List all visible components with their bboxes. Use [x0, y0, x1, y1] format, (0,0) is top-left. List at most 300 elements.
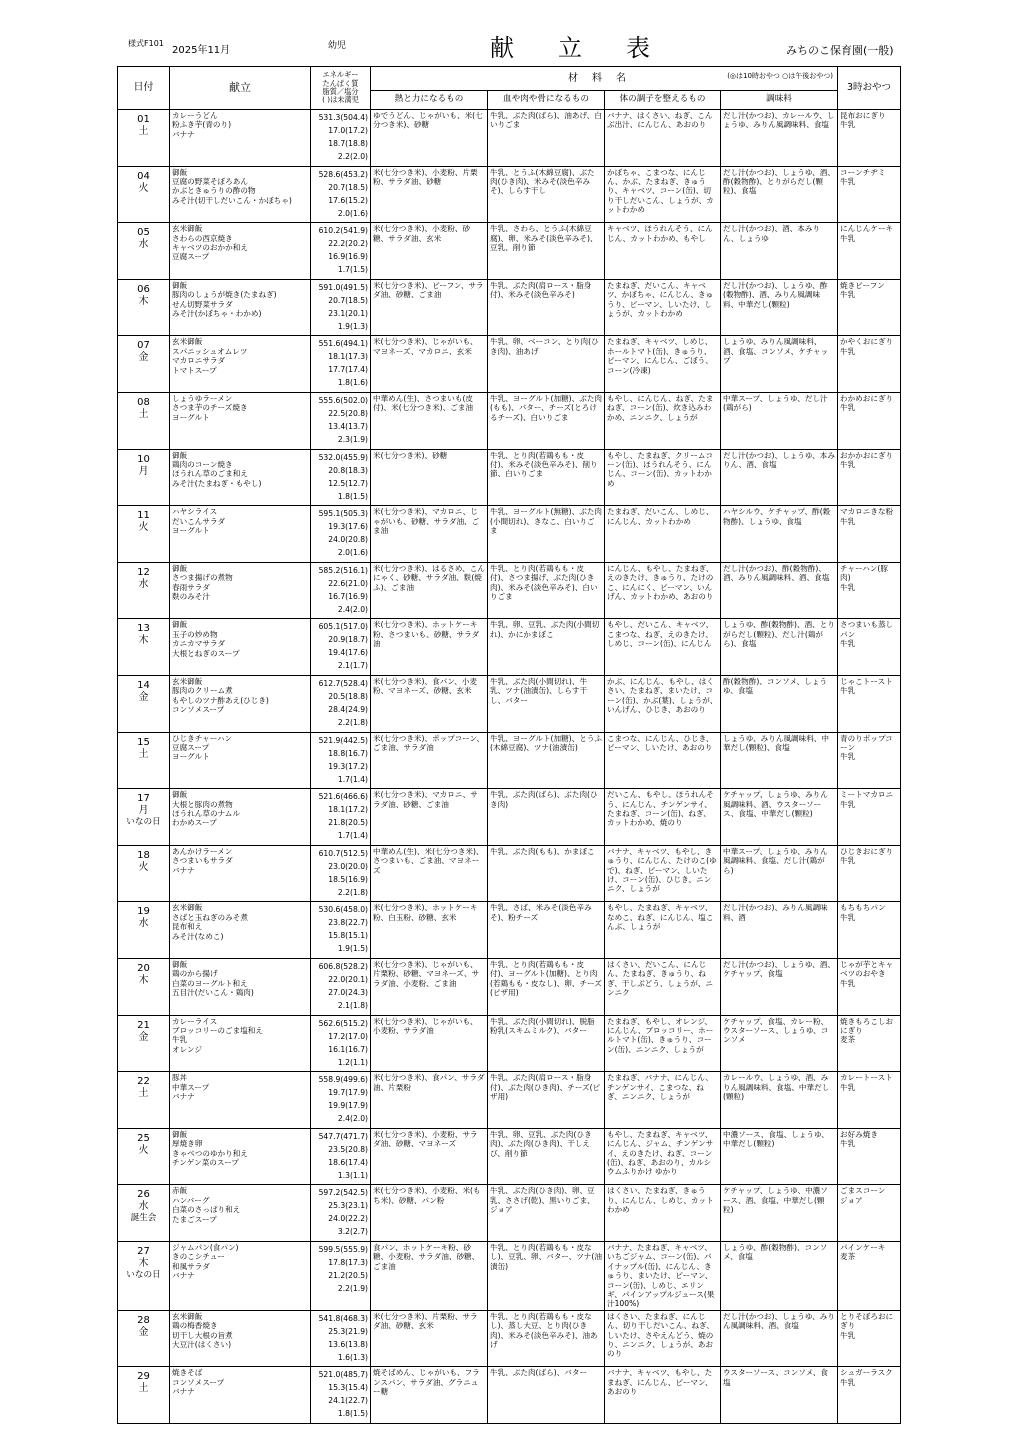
vegetable-foods-cell: もやし、だいこん、キャベツ、こまつな、ねぎ、えのきたけ、しめじ、コーン(缶)、にんじん — [605, 619, 721, 676]
menu-cell — [170, 279, 311, 336]
day-number: 06 — [137, 283, 150, 295]
table-row — [118, 1367, 901, 1424]
vegetable-foods-cell: たまねぎ、だいこん、キャベツ、かぼちゃ、にんじん、きゅうり、ピーマン、しいたけ、しょうが、カットわかめ — [605, 279, 721, 336]
snack-cell: シュガーラスク 牛乳 — [838, 1367, 901, 1424]
menu-item: 玄米御飯 — [172, 224, 203, 234]
nutrition-cell — [311, 902, 371, 959]
vegetable-foods-cell: バナナ、はくさい、ねぎ、こんぶ出汁、にんじん、あおのり — [605, 110, 721, 167]
nutrition-value: 20.9(18.7) — [328, 635, 368, 645]
nutrition-cell — [311, 958, 371, 1015]
protein-foods-cell: 牛乳、ぶた肉(もも)、かまぼこ — [488, 845, 605, 902]
day-number: 28 — [137, 1314, 150, 1326]
nutrition-value: 24.0(20.8) — [328, 535, 368, 545]
page-header — [0, 0, 1024, 66]
menu-cell — [170, 392, 311, 449]
day-number: 14 — [137, 679, 150, 691]
menu-cell — [170, 845, 311, 902]
menu-item: キャベツのおかか和え — [172, 243, 248, 252]
protein-foods-cell: 牛乳、ぶた肉(ばら)、ぶた肉(ひき肉) — [488, 789, 605, 846]
vegetable-foods-cell: だいこん、もやし、ほうれんそう、にんじん、チンゲンサイ、たまねぎ、コーン(缶)、ねぎ、カットわかめ、焼のり — [605, 789, 721, 846]
protein-foods-cell: 牛乳、とり肉(若鶏もも・皮付)、ヨーグルト(加糖)、とり肉(若鶏もも・皮なし)、卵、チーズ(ピザ用) — [488, 958, 605, 1015]
date-cell — [118, 732, 170, 789]
menu-item: ハンバーグ — [172, 1195, 210, 1205]
menu-cell — [170, 166, 311, 223]
table-row — [118, 732, 901, 789]
seasoning-cell: だし汁(かつお)、しょうゆ、酢(穀物酢)、酒、みりん風調味料、中華だし(顆粒) — [721, 279, 838, 336]
day-number: 13 — [137, 623, 150, 635]
energy-foods-cell: 米(七分つき米)、マカロニ、サラダ油、砂糖、ごま油 — [371, 789, 488, 846]
menu-item: 御飯 — [172, 563, 188, 573]
nutrition-value: 12.5(12.7) — [328, 478, 368, 488]
nutrition-value: 1.3(1.1) — [337, 1170, 368, 1180]
day-of-week: 水 — [138, 918, 149, 930]
date-cell — [118, 562, 170, 619]
seasoning-cell: ケチャップ、しょうゆ、みりん風調味料、酒、ウスターソース、食塩、中華だし(顆粒) — [721, 789, 838, 846]
menu-item: もやしのツナ酢あえ(ひじき) — [172, 695, 269, 705]
table-row — [118, 562, 901, 619]
nutrition-value: 20.7(18.5) — [328, 295, 368, 305]
seasoning-cell: カレールウ、しょうゆ、酒、みりん風調味料、食塩、中華だし(顆粒) — [721, 1072, 838, 1129]
menu-item: たまごスープ — [172, 1214, 217, 1224]
menu-item: 玉子の炒め物 — [172, 629, 218, 639]
nutrition-cell — [311, 1185, 371, 1242]
protein-foods-cell: 牛乳、ぶた肉(小間切れ)、脱脂粉乳(スキムミルク)、バター — [488, 1015, 605, 1072]
menu-item: 玄米御飯 — [172, 903, 203, 913]
day-number: 27 — [137, 1245, 150, 1257]
nutrition-value: 23.8(22.7) — [328, 918, 368, 928]
energy-foods-cell: 食パン、ホットケーキ粉、砂糖、小麦粉、サラダ油、砂糖、ごま油 — [371, 1241, 488, 1310]
nutrition-value: 597.2(542.5) — [318, 1188, 368, 1198]
seasoning-cell: しょうゆ、みりん風調味料、中華だし(顆粒)、食塩 — [721, 732, 838, 789]
snack-cell: じゃこトースト 牛乳 — [838, 675, 901, 732]
menu-item: 五目汁(だいこん・鶏肉) — [172, 988, 254, 998]
nutrition-value: 528.6(453.2) — [318, 169, 368, 179]
menu-item: ヨーグルト — [172, 525, 210, 535]
nutrition-value: 541.8(468.3) — [318, 1313, 368, 1323]
header-body-group: 体の調子を整えるもの — [605, 91, 721, 110]
nutrition-value: 20.7(18.5) — [328, 182, 368, 192]
protein-foods-cell: 牛乳、卵、豆乳、ぶた肉(小間切れ)、かにかまぼこ — [488, 619, 605, 676]
nutrition-value: 13.4(13.7) — [328, 421, 368, 431]
header-energy-group: 熱と力になるもの — [371, 91, 488, 110]
day-of-week: 火 — [138, 182, 149, 194]
nutrition-cell — [311, 1072, 371, 1129]
day-of-week: 金 — [138, 1326, 149, 1338]
header-materials-label: 材料名 — [568, 72, 640, 84]
nutrition-value: 585.2(516.1) — [318, 565, 368, 575]
nutrition-value: 19.3(17.2) — [328, 761, 368, 771]
vegetable-foods-cell: もやし、たまねぎ、クリームコーン(缶)、ほうれんそう、にんじん、コーン(缶)、カットわかめ — [605, 449, 721, 506]
date-cell — [118, 1015, 170, 1072]
nutrition-cell — [311, 789, 371, 846]
menu-item: ほうれん草のごま和え — [172, 469, 248, 479]
nutrition-value: 2.2(2.0) — [337, 152, 368, 161]
vegetable-foods-cell: たまねぎ、キャベツ、しめじ、ホールトマト(缶)、きゅうり、ピーマン、にんじん、ごぼう、コーン(冷凍) — [605, 336, 721, 393]
menu-cell — [170, 1128, 311, 1185]
month-label: 2025年11月 — [172, 45, 231, 56]
seasoning-cell: 中濃ソース、食塩、しょうゆ、中華だし(顆粒) — [721, 1128, 838, 1185]
seasoning-cell: だし汁(かつお)、酒、本みりん、しょうゆ — [721, 223, 838, 280]
date-cell — [118, 1310, 170, 1367]
seasoning-cell: だし汁(かつお)、みりん風調味料、酒 — [721, 902, 838, 959]
day-number: 19 — [137, 906, 150, 918]
day-number: 12 — [137, 566, 150, 578]
menu-cell — [170, 223, 311, 280]
nutrition-value: 2.1(1.7) — [337, 661, 368, 671]
header-energy-line: エネルギー — [322, 70, 359, 80]
energy-foods-cell: 米(七分つき米)、小麦粉、米(もち米)、砂糖、パン粉 — [371, 1185, 488, 1242]
day-of-week: 金 — [138, 352, 149, 364]
table-row — [118, 1128, 901, 1185]
seasoning-cell: 中華スープ、しょうゆ、だし汁(鶏がら) — [721, 392, 838, 449]
nutrition-value: 1.8(1.5) — [337, 1409, 368, 1419]
menu-cell — [170, 449, 311, 506]
nutrition-cell — [311, 449, 371, 506]
nutrition-value: 2.0(1.6) — [337, 548, 368, 558]
day-number: 08 — [137, 396, 150, 408]
nutrition-value: 1.9(1.5) — [337, 944, 368, 954]
menu-item: 大根とねぎのスープ — [172, 648, 240, 658]
protein-foods-cell: 牛乳、卵、ベーコン、とり肉(ひき肉)、油あげ — [488, 336, 605, 393]
menu-item: 中華スープ — [172, 1082, 210, 1092]
menu-item: わかめスープ — [172, 818, 217, 828]
seasoning-cell: 酢(穀物酢)、コンソメ、しょうゆ、食塩 — [721, 675, 838, 732]
vegetable-foods-cell: はくさい、たまねぎ、きゅうり、にんじん、しめじ、カットわかめ — [605, 1185, 721, 1242]
nutrition-cell — [311, 166, 371, 223]
menu-cell — [170, 789, 311, 846]
nutrition-value: 599.5(555.9) — [318, 1244, 368, 1254]
menu-item: 赤飯 — [172, 1186, 188, 1196]
nutrition-value: 15.3(15.4) — [328, 1383, 368, 1393]
date-cell — [118, 1185, 170, 1242]
nutrition-value: 18.1(17.2) — [328, 805, 368, 815]
menu-item: バナナ — [172, 1271, 195, 1281]
snack-cell: にんじんケーキ 牛乳 — [838, 223, 901, 280]
vegetable-foods-cell: キャベツ、ほうれんそう、にんじん、カットわかめ、もやし — [605, 223, 721, 280]
snack-cell: もちもちパン 牛乳 — [838, 902, 901, 959]
seasoning-cell: 中華スープ、しょうゆ、みりん風調味料、食塩、だし汁(鶏がら) — [721, 845, 838, 902]
nutrition-value: 558.9(499.6) — [318, 1075, 368, 1085]
protein-foods-cell: 牛乳、ぶた肉(ひき肉)、卵、豆乳、ささげ(乾)、黒いりごま、ジョア — [488, 1185, 605, 1242]
menu-item: 御飯 — [172, 790, 188, 800]
page-title: 献立表 — [490, 34, 694, 62]
table-row — [118, 1185, 901, 1242]
nutrition-value: 22.2(20.2) — [328, 239, 368, 249]
menu-item: スパニッシュオムレツ — [172, 346, 248, 356]
snack-cell: とりそぼろおにぎり 牛乳 — [838, 1310, 901, 1367]
vegetable-foods-cell: たまねぎ、もやし、オレンジ、にんじん、ブロッコリー、ホールトマト(缶)、きゅうり、コーン(缶)、ニンニク、しょうが — [605, 1015, 721, 1072]
energy-foods-cell: 米(七分つき米)、ホットケーキ粉、白玉粉、砂糖、玄米 — [371, 902, 488, 959]
vegetable-foods-cell: はくさい、たまねぎ、にんじん、切り干しだいこん、ねぎ、しいたけ、さやえんどう、焼のり、ニンニク、しょうが、あおのり — [605, 1310, 721, 1367]
nutrition-value: 2.4(2.0) — [337, 604, 368, 614]
energy-foods-cell: 米(七分つき米)、小麦粉、サラダ油、砂糖、マヨネーズ — [371, 1128, 488, 1185]
seasoning-cell: だし汁(かつお)、酢(穀物酢)、酒、みりん風調味料、酒、食塩 — [721, 562, 838, 619]
menu-item: 麩のみそ汁 — [172, 591, 210, 601]
menu-item: オレンジ — [172, 1044, 202, 1054]
nutrition-value: 23.1(20.1) — [328, 308, 368, 318]
table-row — [118, 1015, 901, 1072]
day-of-week: 土 — [138, 126, 149, 137]
date-cell — [118, 675, 170, 732]
vegetable-foods-cell: バナナ、たまねぎ、キャベツ、いちごジャム、コーン(缶)、パイナップル(缶)、にんじん、きゅうり、まいたけ、ピーマン、コーン(缶)、しめじ、エリンギ、パインアップルジュース(果汁100%) — [605, 1241, 721, 1310]
seasoning-cell: だし汁(かつお)、しょうゆ、酒、酢(穀物酢)、とりがらだし(顆粒)、食塩 — [721, 166, 838, 223]
protein-foods-cell: 牛乳、さわら、とうふ(木綿豆腐)、卵、米みそ(淡色辛みそ)、豆乳、削り節 — [488, 223, 605, 280]
nutrition-value: 532.0(455.9) — [318, 452, 368, 462]
table-row — [118, 1310, 901, 1367]
vegetable-foods-cell: にんじん、もやし、たまねぎ、えのきたけ、きゅうり、たけのこ、にんにく、ピーマン、いんげん、カットわかめ、あおのり — [605, 562, 721, 619]
snack-cell: かやくおにぎり 牛乳 — [838, 336, 901, 393]
menu-cell — [170, 1015, 311, 1072]
menu-item: 焼きそば — [172, 1368, 203, 1378]
table-row — [118, 1241, 901, 1310]
nutrition-cell — [311, 1015, 371, 1072]
nutrition-value: 1.9(1.3) — [337, 321, 368, 331]
nutrition-value: 2.0(1.6) — [337, 208, 368, 218]
date-cell — [118, 506, 170, 563]
menu-item: バナナ — [172, 1387, 195, 1397]
menu-cell — [170, 506, 311, 563]
day-number: 10 — [137, 453, 150, 465]
vegetable-foods-cell: かぶ、にんじん、もやし、はくさい、たまねぎ、まいたけ、コーン(缶)、かぶ(葉)、しょうが、いんげん、ひじき、あおのり — [605, 675, 721, 732]
nutrition-cell — [311, 1241, 371, 1310]
seasoning-cell: ケチャップ、食塩、カレー粉、ウスターソース、しょうゆ、コンソメ — [721, 1015, 838, 1072]
nutrition-value: 1.2(1.1) — [337, 1057, 368, 1067]
day-number: 04 — [137, 170, 150, 182]
day-number: 11 — [137, 510, 150, 522]
table-row — [118, 958, 901, 1015]
menu-item: さつまいもサラダ — [172, 856, 233, 866]
vegetable-foods-cell: バナナ、キャベツ、もやし、きゅうり、にんじん、たけのこ(ゆで)、ねぎ、ピーマン、しいたけ、コーン(缶)、ひじき、ニンニク、しょうが — [605, 845, 721, 902]
day-number: 25 — [137, 1132, 150, 1144]
vegetable-foods-cell: たまねぎ、バナナ、にんじん、チンゲンサイ、こまつな、ねぎ、ニンニク、しょうが — [605, 1072, 721, 1129]
nutrition-value: 16.7(16.9) — [328, 591, 368, 601]
nutrition-value: 25.3(23.1) — [328, 1201, 368, 1211]
seasoning-cell: しょうゆ、酢(穀物酢)、コンソメ、食塩 — [721, 1241, 838, 1310]
nutrition-value: 19.9(17.9) — [328, 1101, 368, 1111]
menu-item: ブロッコリーのごま塩和え — [172, 1025, 263, 1035]
energy-foods-cell: 中華めん(生)、さつまいも(皮付)、米(七分つき米)、ごま油 — [371, 392, 488, 449]
vegetable-foods-cell: こまつな、にんじん、ひじき、ピーマン、しいたけ、あおのり — [605, 732, 721, 789]
nutrition-value: 1.8(1.5) — [337, 491, 368, 501]
snack-cell: ミートマカロニ 牛乳 — [838, 789, 901, 846]
protein-foods-cell: 牛乳、ヨーグルト(加糖)、ぶた肉(もも)、バター、チーズ(とろけるチーズ)、白いりごま — [488, 392, 605, 449]
nutrition-value: 521.0(485.7) — [318, 1370, 368, 1380]
day-of-week: 月 — [138, 465, 149, 477]
day-number: 22 — [137, 1076, 150, 1088]
header-menu: 献立 — [170, 67, 311, 110]
menu-item: さわらの西京焼き — [172, 233, 233, 243]
menu-item: マカロニサラダ — [172, 356, 226, 366]
energy-foods-cell: 米(七分つき米)、ホットケーキ粉、さつまいも、砂糖、サラダ油 — [371, 619, 488, 676]
nutrition-value: 2.3(1.9) — [337, 434, 368, 444]
date-cell — [118, 1128, 170, 1185]
menu-item: 鶏肉のコーン焼き — [172, 459, 233, 469]
menu-item: きのこシチュー — [172, 1252, 225, 1262]
protein-foods-cell: 牛乳、とうふ(木綿豆腐)、ぶた肉(ひき肉)、米みそ(淡色辛みそ)、しらす干し — [488, 166, 605, 223]
nutrition-value: 1.8(1.6) — [337, 378, 368, 388]
nutrition-value: 521.9(442.5) — [318, 735, 368, 745]
header-energy — [311, 67, 371, 110]
vegetable-foods-cell: バナナ、キャベツ、もやし、たまねぎ、にんじん、ピーマン、あおのり — [605, 1367, 721, 1424]
date-cell — [118, 1072, 170, 1129]
protein-foods-cell: 牛乳、とり肉(若鶏もも・皮付)、米みそ(淡色辛みそ)、削り節、白いりごま — [488, 449, 605, 506]
menu-cell — [170, 732, 311, 789]
menu-cell — [170, 1241, 311, 1310]
menu-item: 和風サラダ — [172, 1261, 210, 1271]
energy-foods-cell: 米(七分つき米)、小麦粉、片栗粉、サラダ油、砂糖 — [371, 166, 488, 223]
energy-foods-cell: 米(七分つき米)、はるさめ、こんにゃく、砂糖、サラダ油、麩(焼ふ)、ごま油 — [371, 562, 488, 619]
nutrition-value: 22.0(20.1) — [328, 974, 368, 984]
menu-item: みそ汁(なめこ) — [172, 931, 224, 941]
table-row — [118, 279, 901, 336]
day-of-week: 木 — [138, 635, 149, 647]
nutrition-value: 23.5(20.8) — [328, 1144, 368, 1154]
menu-item: バナナ — [172, 1091, 195, 1101]
nutrition-value: 17.2(17.0) — [328, 1031, 368, 1041]
vegetable-foods-cell: もやし、にんじん、ねぎ、たまねぎ、コーン(缶)、炊き込みわかめ、ニンニク、しょうが — [605, 392, 721, 449]
nutrition-value: 28.4(24.9) — [328, 704, 368, 714]
menu-item: ヨーグルト — [172, 752, 210, 762]
nutrition-value: 3.2(2.7) — [337, 1227, 368, 1237]
snack-cell: ひじきおにぎり 牛乳 — [838, 845, 901, 902]
day-of-week: 火 — [138, 861, 149, 873]
nutrition-cell — [311, 845, 371, 902]
date-cell — [118, 392, 170, 449]
nutrition-value: 13.6(13.8) — [328, 1339, 368, 1349]
energy-foods-cell: 焼そばめん、じゃがいも、フランスパン、サラダ油、グラニュー糖 — [371, 1367, 488, 1424]
menu-item: 白菜のさっぱり和え — [172, 1205, 241, 1215]
energy-foods-cell: 米(七分つき米)、小麦粉、砂糖、サラダ油、玄米 — [371, 223, 488, 280]
menu-item: さばと玉ねぎのみそ煮 — [172, 912, 248, 922]
menu-item: 粉ふき芋(青のり) — [172, 120, 232, 130]
snack-cell: わかめおにぎり 牛乳 — [838, 392, 901, 449]
vegetable-foods-cell: もやし、たまねぎ、キャベツ、なめこ、ねぎ、にんじん、塩こんぶ、しょうが — [605, 902, 721, 959]
protein-foods-cell: 牛乳、ぶた肉(ばら)、バター — [488, 1367, 605, 1424]
menu-item: カレーうどん — [172, 111, 218, 120]
day-number: 17 — [137, 793, 150, 805]
menu-item: あんかけラーメン — [172, 846, 233, 856]
nutrition-value: 17.6(15.2) — [328, 195, 368, 205]
day-of-week: 水 — [138, 578, 149, 590]
menu-item: 御飯 — [172, 620, 188, 630]
energy-foods-cell: 米(七分つき米)、食パン、サラダ油、片栗粉 — [371, 1072, 488, 1129]
menu-cell — [170, 958, 311, 1015]
protein-foods-cell: 牛乳、ヨーグルト(無糖)、ぶた肉(小間切れ)、きなこ、白いりごま — [488, 506, 605, 563]
menu-item: 豚丼 — [172, 1073, 188, 1083]
nutrition-value: 16.9(16.9) — [328, 252, 368, 262]
nutrition-value: 595.1(505.3) — [318, 509, 368, 519]
header-date: 日付 — [118, 67, 170, 110]
nutrition-cell — [311, 110, 371, 167]
vegetable-foods-cell: もやし、たまねぎ、キャベツ、にんじん、ジャム、チンゲンサイ、えのきたけ、ねぎ、コーン(缶)、ねぎ、あおのり、カルシウムふりかけ ゆかり — [605, 1128, 721, 1185]
menu-item: 玄米御飯 — [172, 676, 203, 686]
energy-foods-cell: 米(七分つき米)、片栗粉、サラダ油、砂糖、玄米 — [371, 1310, 488, 1367]
menu-cell — [170, 675, 311, 732]
snack-cell: お好み焼き 牛乳 — [838, 1128, 901, 1185]
menu-item: 昆布和え — [172, 922, 203, 932]
snack-cell: ごまスコーン ジョア — [838, 1185, 901, 1242]
menu-item: 鶏の梅香焼き — [172, 1321, 218, 1331]
nutrition-value: 18.7(18.8) — [328, 139, 368, 148]
menu-item: バナナ — [172, 129, 195, 139]
nutrition-value: 22.5(20.8) — [328, 408, 368, 418]
seasoning-cell: だし汁(かつお)、しょうゆ、本みりん、酒、食塩 — [721, 449, 838, 506]
menu-cell — [170, 1310, 311, 1367]
energy-foods-cell: 米(七分つき米)、砂糖 — [371, 449, 488, 506]
menu-item: みそ汁(かぼちゃ・わかめ) — [172, 309, 262, 318]
menu-item: 鶏のから揚げ — [172, 969, 218, 979]
header-blood-group: 血や肉や骨になるもの — [488, 91, 605, 110]
menu-cell — [170, 110, 311, 167]
table-row — [118, 449, 901, 506]
nutrition-value: 1.7(1.5) — [337, 265, 368, 275]
nutrition-value: 24.0(22.2) — [328, 1214, 368, 1224]
menu-item: コンソメスープ — [172, 1377, 225, 1387]
table-row — [118, 336, 901, 393]
nutrition-value: 1.7(1.4) — [337, 831, 368, 841]
snack-cell: マカロニきな粉 牛乳 — [838, 506, 901, 563]
day-of-week: 土 — [138, 748, 149, 760]
nutrition-value: 1.7(1.4) — [337, 774, 368, 784]
day-number: 26 — [137, 1189, 150, 1201]
energy-foods-cell: 米(七分つき米)、ビーフン、サラダ油、砂糖、ごま油 — [371, 279, 488, 336]
protein-foods-cell: 牛乳、ぶた肉(肩ロース・脂身付)、ぶた肉(ひき肉)、チーズ(ピザ用) — [488, 1072, 605, 1129]
day-of-week: 月 — [138, 805, 149, 817]
nutrition-value: 1.6(1.3) — [337, 1352, 368, 1362]
menu-item: 大豆汁(はくさい) — [172, 1339, 232, 1349]
nutrition-value: 2.1(1.8) — [337, 1000, 368, 1010]
menu-cell — [170, 902, 311, 959]
menu-item: ハヤシライス — [172, 507, 218, 517]
date-cell — [118, 279, 170, 336]
snack-cell: 焼きもろこしおにぎり 麦茶 — [838, 1015, 901, 1072]
nutrition-value: 19.7(17.9) — [328, 1088, 368, 1098]
protein-foods-cell: 牛乳、卵、豆乳、ぶた肉(ひき肉)、ぶた肉(ひき肉)、干しえび、削り節 — [488, 1128, 605, 1185]
nutrition-value: 591.0(491.5) — [318, 282, 368, 292]
date-cell — [118, 223, 170, 280]
nutrition-value: 2.4(2.0) — [337, 1114, 368, 1124]
day-number: 18 — [137, 849, 150, 861]
date-cell — [118, 619, 170, 676]
nutrition-value: 551.6(494.1) — [318, 339, 368, 349]
protein-foods-cell: 牛乳、ヨーグルト(加糖)、とうふ(木綿豆腐)、ツナ(油漬缶) — [488, 732, 605, 789]
protein-foods-cell: 牛乳、とり肉(若鶏もも・皮なし)、蒸し大豆、とり肉(ひき肉)、米みそ(淡色辛みそ)、油あげ — [488, 1310, 605, 1367]
day-of-week: 木 — [138, 295, 149, 307]
menu-item: さつま揚げの煮物 — [172, 573, 233, 583]
table-row — [118, 1072, 901, 1129]
nutrition-value: 20.8(18.3) — [328, 465, 368, 475]
header-energy-line: たんぱく質 — [322, 78, 359, 88]
day-number: 29 — [137, 1371, 150, 1383]
table-row — [118, 902, 901, 959]
nutrition-cell — [311, 392, 371, 449]
table-row — [118, 845, 901, 902]
menu-item: 玄米御飯 — [172, 1311, 203, 1321]
protein-foods-cell: 牛乳、とり肉(若鶏もも・皮付)、さつま揚げ、ぶた肉(ひき肉)、米みそ(淡色辛みそ)、白いりごま — [488, 562, 605, 619]
snack-cell: カレートースト 牛乳 — [838, 1072, 901, 1129]
energy-foods-cell: 米(七分つき米)、じゃがいも、片栗粉、砂糖、マヨネーズ、サラダ油、小麦粉、ごま油 — [371, 958, 488, 1015]
vegetable-foods-cell: はくさい、だいこん、にんじん、たまねぎ、きゅうり、ねぎ、干しぶどう、しょうが、ニンニク — [605, 958, 721, 1015]
nutrition-value: 562.6(515.2) — [318, 1018, 368, 1028]
header-energy-line: 脂質／塩分 — [322, 87, 359, 96]
energy-foods-cell: 中華めん(生)、米(七分つき米)、さつまいも、ごま油、マヨネーズ — [371, 845, 488, 902]
menu-item: だいこんサラダ — [172, 516, 226, 526]
menu-table — [117, 66, 901, 1424]
menu-item: みそ汁(たまねぎ・もやし) — [172, 478, 262, 488]
day-number: 20 — [137, 962, 150, 974]
menu-cell — [170, 1185, 311, 1242]
date-cell — [118, 1241, 170, 1310]
